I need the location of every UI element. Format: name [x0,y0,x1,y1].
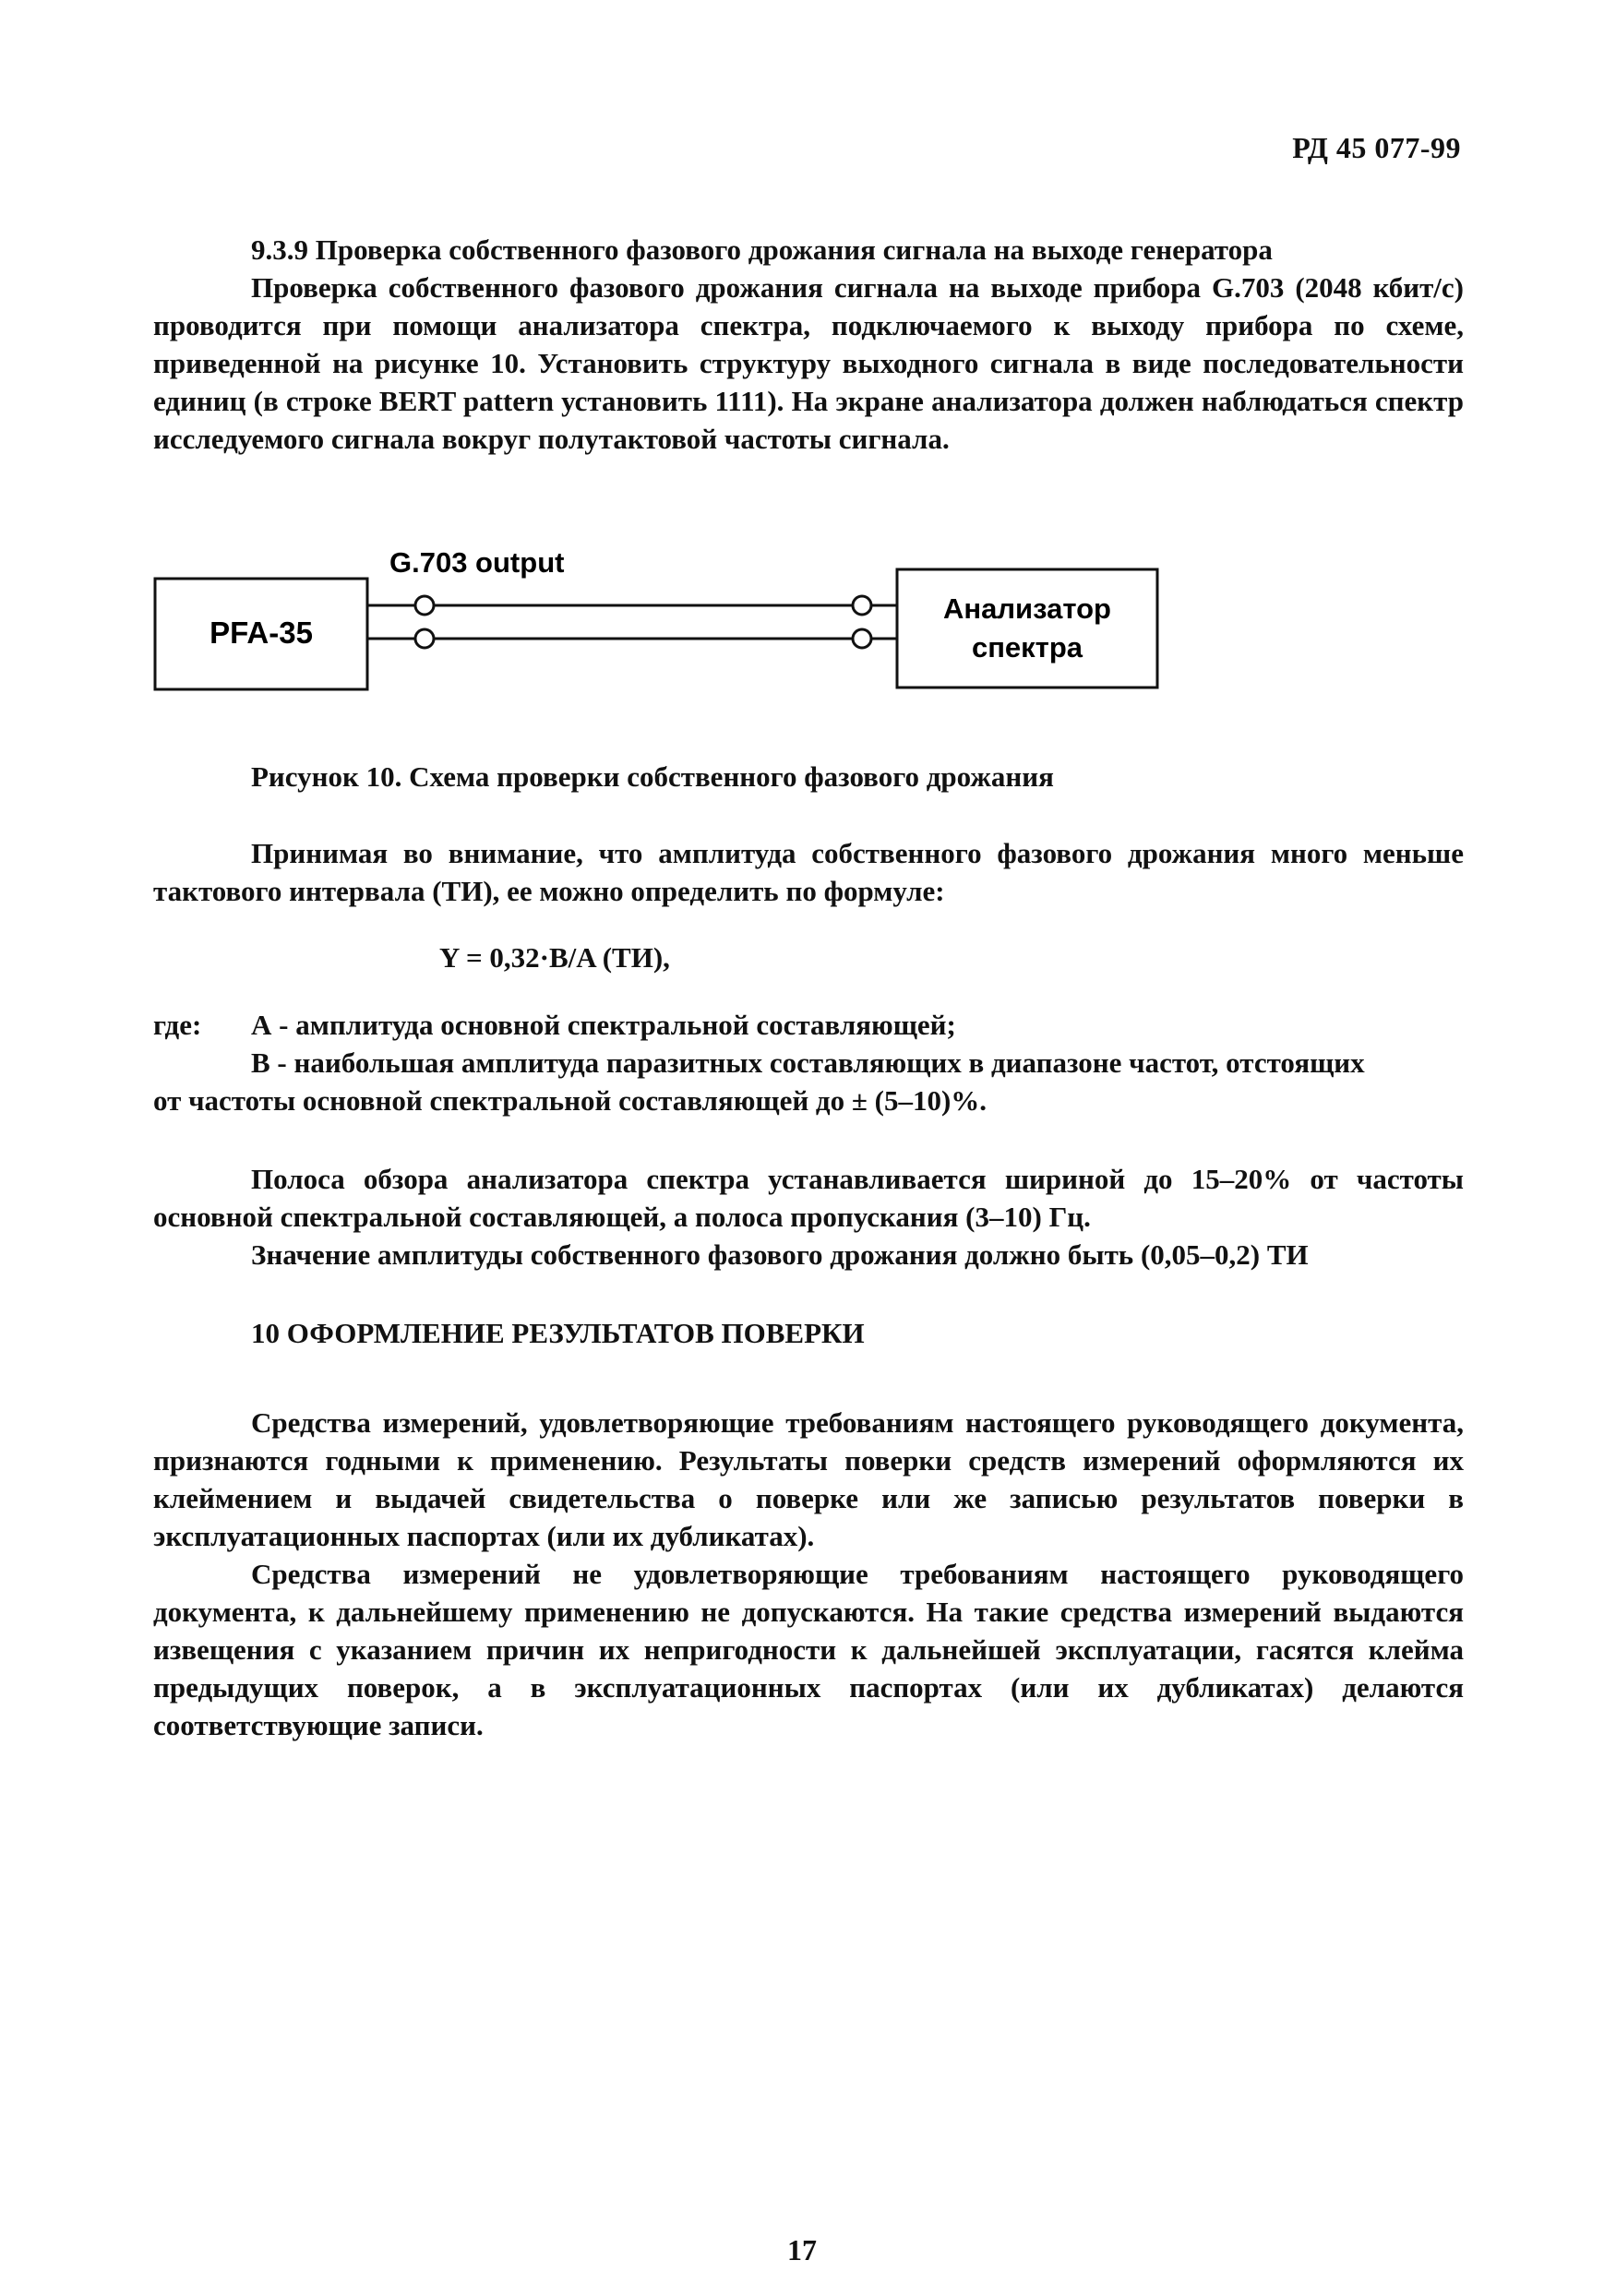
amplitude-value-line: Значение амплитуды собственного фазового дрожания должно быть (0,05–0,2) ТИ [251,1238,1309,1271]
page-content [153,231,1464,1744]
diagram-svg [153,546,1168,703]
where-row-b [153,1044,1464,1082]
where-row-a [153,1006,1464,1044]
figure-caption: Рисунок 10. Схема проверки собственного фазового дрожания [251,760,1054,793]
formula-intro: Принимая во внимание, что амплитуда собственного фазового дрожания много меньше тактового интервала (ТИ), ее можно определить по формуле: [153,837,1464,907]
section-10-heading: 10 ОФОРМЛЕНИЕ РЕЗУЛЬТАТОВ ПОВЕРКИ [251,1317,865,1349]
section-9-3-9-heading: 9.3.9 Проверка собственного фазового дрожания сигнала на выходе генератора [251,233,1273,266]
section-9-3-9-paragraph: Проверка собственного фазового дрожания сигнала на выходе прибора G.703 (2048 кбит/с) проводится при помощи анализатора спектра, подключаемого к выходу прибора по схеме, приведенной на рисунке 10. Установить структуру выходного сигнала в виде последовательности единиц (в строке BERT pattern установить 1111). На экране анализатора должен наблюдаться спектр исследуемого сигнала вокруг полутактовой частоты сигнала. [153,271,1464,455]
where-item-b-line2: от частоты основной спектральной составляющей до ± (5–10)%. [153,1084,988,1117]
document-code: РД 45 077-99 [1292,131,1461,164]
terminal-top-left [415,596,434,615]
generator-label: PFA-35 [209,616,313,650]
connection-diagram [153,546,1168,703]
terminal-bottom-right [853,629,871,648]
analyzer-label-line2: спектра [971,631,1083,664]
analyzer-box [897,569,1157,688]
formula: Y = 0,32·B/A (ТИ), [439,941,670,974]
section-10-paragraph-2: Средства измерений не удовлетворяющие требованиям настоящего руководящего документа, к дальнейшему применению не допускаются. На такие средства измерений выдаются извещения с указанием причин их непригодности к дальнейшей эксплуатации, гасятся клейма предыдущих поверок, а в эксплуатационных паспортах (или их дубликатах) делаются соответствующие записи. [153,1558,1464,1741]
terminal-top-right [853,596,871,615]
analyzer-label-line1: Анализатор [943,592,1111,625]
page-number: 17 [787,2233,817,2266]
terminal-bottom-left [415,629,434,648]
analyzer-settings-paragraph: Полоса обзора анализатора спектра устанавливается шириной до 15–20% от частоты основной спектральной составляющей, а полоса пропускания (3–10) Гц. [153,1163,1464,1233]
section-10-paragraph-1: Средства измерений, удовлетворяющие требованиям настоящего руководящего документа, признаются годными к применению. Результаты поверки средств измерений оформляются их клеймением и выдачей свидетельства о поверке или же записью результатов поверки в эксплуатационных паспортах (или их дубликатах). [153,1406,1464,1552]
output-label: G.703 output [389,546,565,579]
where-item-a: А - амплитуда основной спектральной составляющей; [251,1009,956,1041]
where-label: где: [153,1009,202,1041]
where-item-b-line1: В - наибольшая амплитуда паразитных составляющих в диапазоне частот, отстоящих [251,1046,1365,1079]
